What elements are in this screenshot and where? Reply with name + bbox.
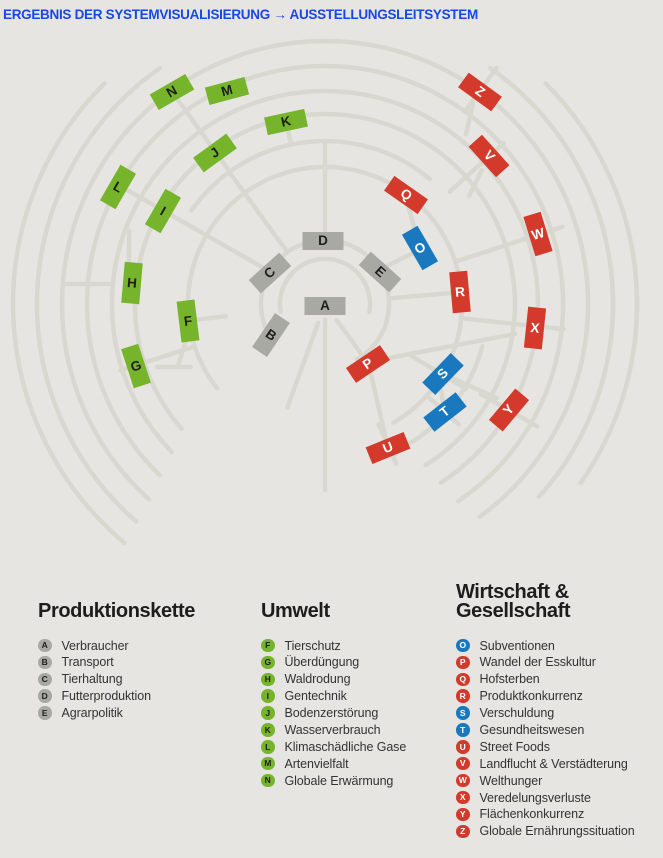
legend-badge: U bbox=[456, 740, 470, 754]
legend-badge: E bbox=[38, 706, 52, 720]
map-node-letter: A bbox=[320, 298, 330, 314]
map-node-letter: N bbox=[163, 82, 180, 101]
map-node-letter: S bbox=[434, 365, 452, 383]
map-node-letter: I bbox=[157, 203, 169, 219]
legend-badge: T bbox=[456, 723, 470, 737]
legend-item-z bbox=[456, 825, 662, 838]
legend-badge: H bbox=[261, 673, 275, 687]
legend-label: Agrarpolitik bbox=[61, 706, 123, 721]
legend-label: Wasserverbrauch bbox=[284, 722, 381, 737]
legend-label: Gentechnik bbox=[284, 689, 347, 704]
legend-label: Verschuldung bbox=[479, 706, 555, 721]
legend-badge: L bbox=[261, 740, 275, 754]
map-node-letter: W bbox=[529, 224, 547, 243]
map-node-letter: X bbox=[529, 319, 541, 336]
map-node-letter: H bbox=[126, 274, 138, 291]
map-node-letter: O bbox=[411, 238, 429, 257]
map-node-letter: M bbox=[219, 82, 235, 100]
legend-item-t bbox=[456, 723, 662, 736]
legend-item-k bbox=[261, 723, 451, 736]
map-node-letter: V bbox=[480, 147, 498, 165]
legend-column-3 bbox=[456, 581, 662, 842]
legend-label: Flächenkonkurrenz bbox=[479, 807, 585, 822]
legend-badge: S bbox=[456, 706, 470, 720]
legend-label: Transport bbox=[61, 655, 114, 670]
map-node-letter: J bbox=[207, 144, 223, 162]
legend-label: Überdüngung bbox=[284, 655, 360, 670]
legend-badge: J bbox=[261, 706, 275, 720]
legend-badge: O bbox=[456, 639, 470, 653]
legend-badge: X bbox=[456, 791, 470, 805]
legend-item-p bbox=[456, 656, 662, 669]
page-title: ERGEBNIS DER SYSTEMVISUALISIERUNG → AUSSTELLUNGSLEITSYSTEM bbox=[3, 7, 478, 22]
legend-item-e bbox=[38, 707, 243, 720]
legend-badge: N bbox=[261, 774, 275, 788]
legend-label: Hofsterben bbox=[479, 672, 540, 687]
legend-badge: G bbox=[261, 656, 275, 670]
map-node-letter: R bbox=[454, 283, 466, 300]
legend-item-r bbox=[456, 690, 662, 703]
map-node-letter: C bbox=[261, 263, 279, 282]
legend-heading: Wirtschaft & Gesellschaft bbox=[456, 581, 571, 622]
legend-badge: K bbox=[261, 723, 275, 737]
legend-item-y bbox=[456, 808, 662, 821]
legend-label: Produktkonkurrenz bbox=[479, 689, 583, 704]
legend-item-v bbox=[456, 757, 662, 770]
legend-label: Klimaschädliche Gase bbox=[284, 739, 407, 754]
legend-label: Artenvielfalt bbox=[284, 756, 349, 771]
legend-item-g bbox=[261, 656, 451, 669]
legend-badge: R bbox=[456, 689, 470, 703]
legend-label: Veredelungsverluste bbox=[479, 790, 591, 805]
legend-label: Welthunger bbox=[479, 773, 543, 788]
legend-label: Verbraucher bbox=[61, 638, 129, 653]
legend-item-j bbox=[261, 707, 451, 720]
legend-column-2 bbox=[261, 581, 451, 791]
legend-item-q bbox=[456, 673, 662, 686]
legend-item-o bbox=[456, 639, 662, 652]
legend-item-x bbox=[456, 791, 662, 804]
legend-badge: B bbox=[38, 656, 52, 670]
legend-badge: V bbox=[456, 757, 470, 771]
legend-column-1 bbox=[38, 581, 243, 723]
legend-item-b bbox=[38, 656, 243, 669]
legend-label: Futterproduktion bbox=[61, 689, 151, 704]
legend-badge: Z bbox=[456, 825, 470, 839]
legend-item-n bbox=[261, 774, 451, 787]
legend-label: Globale Ernährungssituation bbox=[479, 824, 635, 839]
map-node-letter: K bbox=[279, 113, 293, 131]
legend-label: Landflucht & Verstädterung bbox=[479, 756, 628, 771]
map-node-letter: E bbox=[371, 263, 389, 281]
legend-heading: Umwelt bbox=[261, 600, 330, 622]
legend-badge: W bbox=[456, 774, 470, 788]
legend-heading: Produktionskette bbox=[38, 600, 195, 622]
legend-item-f bbox=[261, 639, 451, 652]
map-node-letter: G bbox=[128, 357, 144, 375]
legend-item-s bbox=[456, 707, 662, 720]
legend-item-m bbox=[261, 757, 451, 770]
map-node-letter: Z bbox=[472, 83, 488, 101]
legend-label: Tierschutz bbox=[284, 638, 341, 653]
legend-item-d bbox=[38, 690, 243, 703]
legend-label: Tierhaltung bbox=[61, 672, 123, 687]
legend-item-c bbox=[38, 673, 243, 686]
map-node-letter: B bbox=[262, 325, 280, 344]
map-node-letter: D bbox=[318, 233, 328, 249]
legend-item-i bbox=[261, 690, 451, 703]
legend-badge: F bbox=[261, 639, 275, 653]
legend-badge: Q bbox=[456, 673, 470, 687]
legend-item-a bbox=[38, 639, 243, 652]
map-node-letter: P bbox=[359, 355, 376, 373]
map-node-letter: Y bbox=[500, 401, 518, 419]
map-node-letter: U bbox=[380, 438, 396, 457]
legend-label: Gesundheitswesen bbox=[479, 722, 585, 737]
legend-label: Globale Erwärmung bbox=[284, 773, 394, 788]
legend-badge: M bbox=[261, 757, 275, 771]
map-node-letter: T bbox=[436, 403, 453, 421]
map-node-letter: L bbox=[110, 178, 126, 196]
legend-label: Waldrodung bbox=[284, 672, 351, 687]
legend-item-h bbox=[261, 673, 451, 686]
map-node-letter: F bbox=[182, 312, 193, 329]
map-node-letter: Q bbox=[397, 185, 415, 204]
legend-badge: I bbox=[261, 689, 275, 703]
legend-badge: A bbox=[38, 639, 52, 653]
legend-label: Bodenzerstörung bbox=[284, 706, 379, 721]
legend-badge: P bbox=[456, 656, 470, 670]
legend-label: Street Foods bbox=[479, 739, 550, 754]
legend-label: Wandel der Esskultur bbox=[479, 655, 596, 670]
legend-badge: Y bbox=[456, 808, 470, 822]
legend-badge: C bbox=[38, 673, 52, 687]
legend-item-u bbox=[456, 740, 662, 753]
legend-item-l bbox=[261, 740, 451, 753]
legend-badge: D bbox=[38, 689, 52, 703]
legend-label: Subventionen bbox=[479, 638, 555, 653]
legend-item-w bbox=[456, 774, 662, 787]
